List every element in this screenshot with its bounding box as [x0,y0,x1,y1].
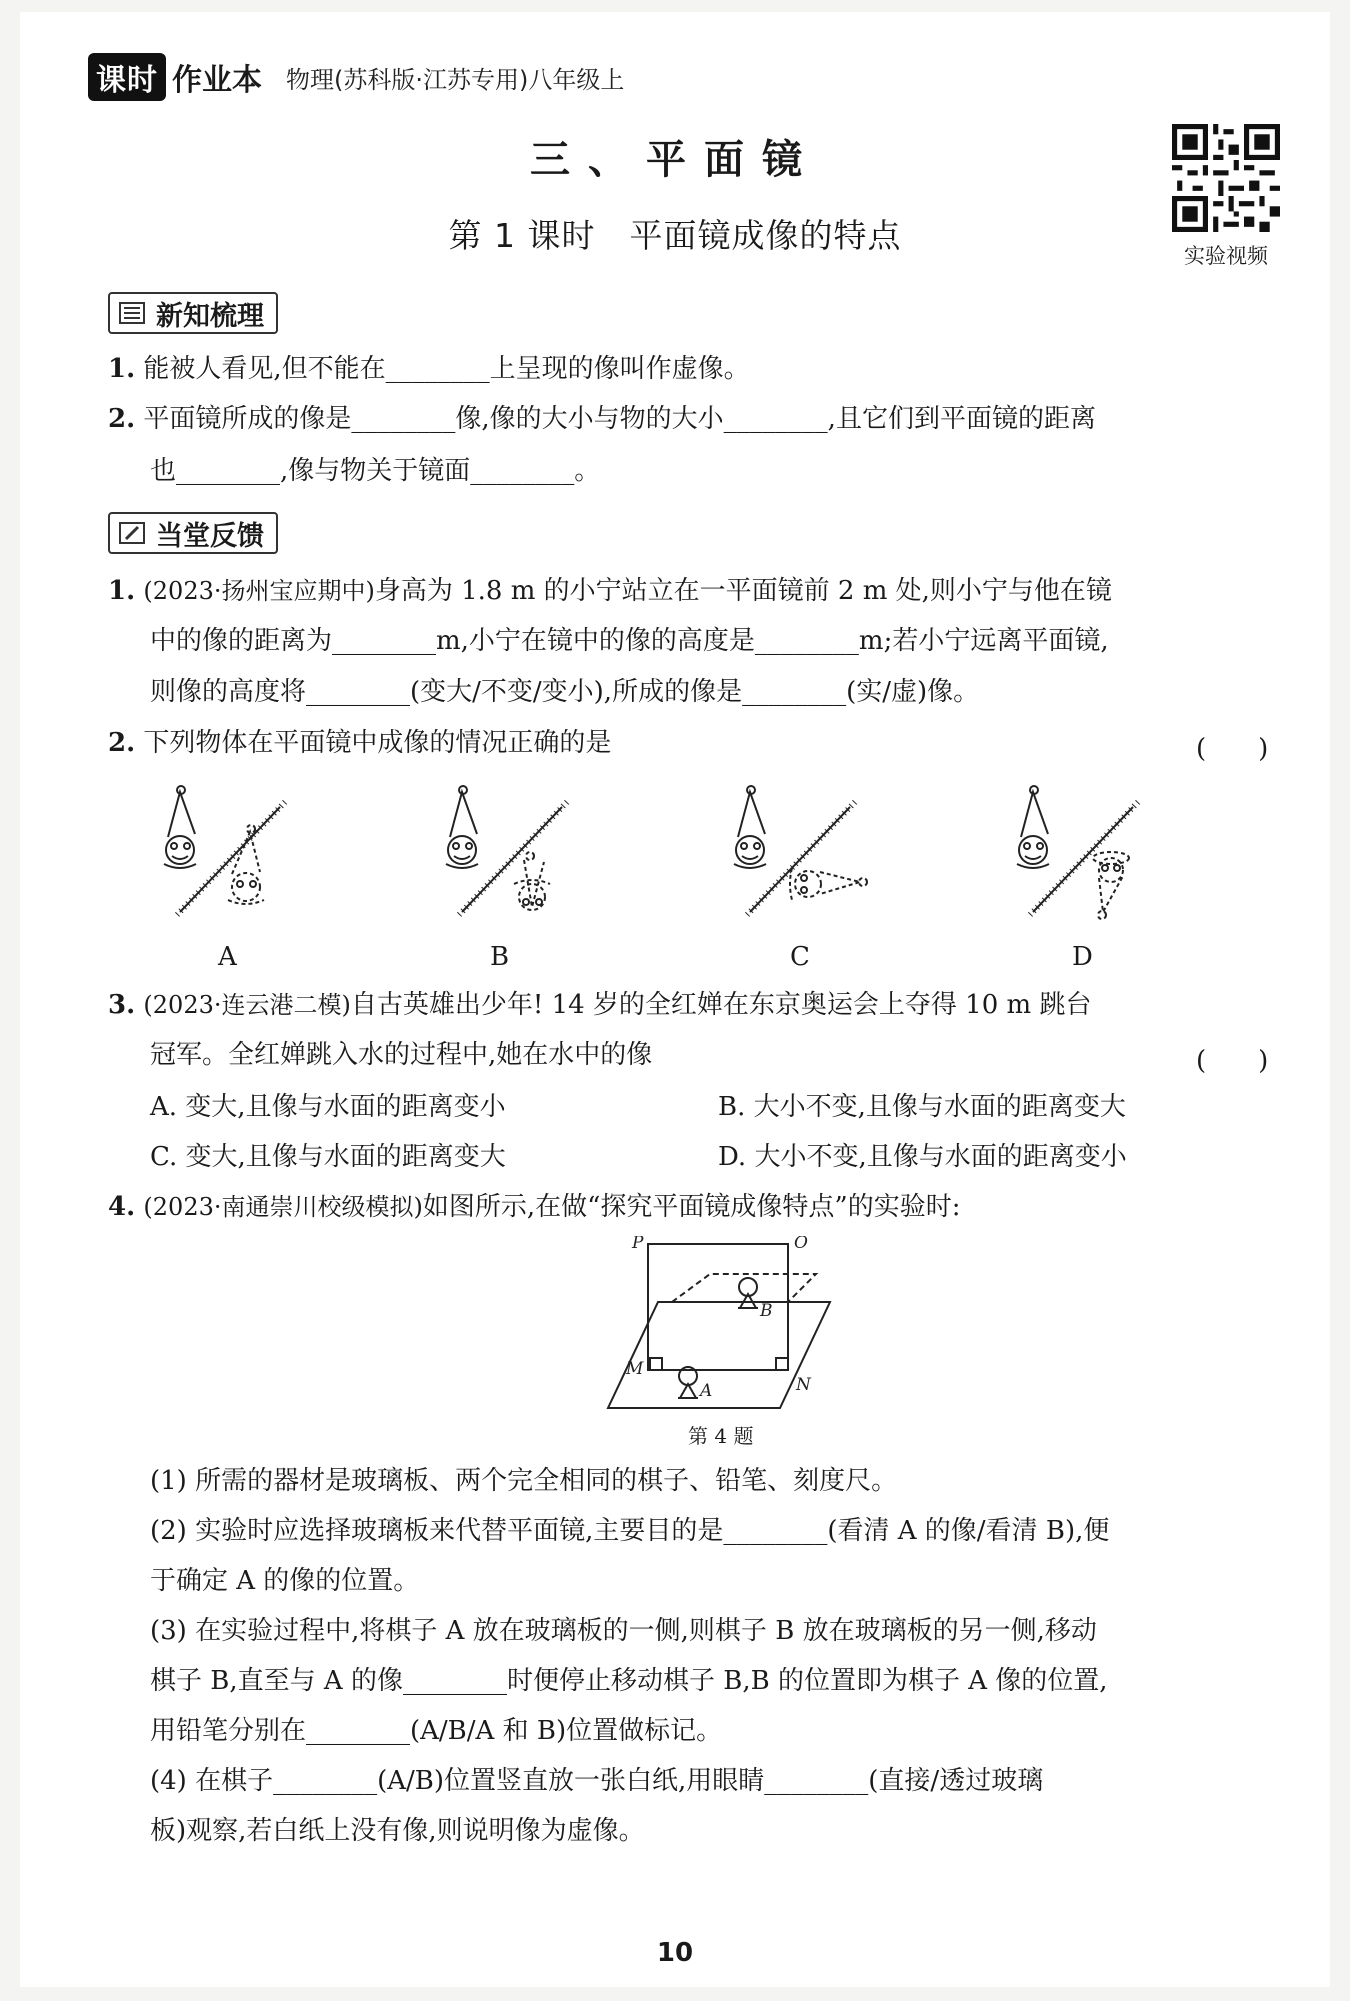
q3-option-a[interactable]: A. 变大,且像与水面的距离变小 [150,1092,506,1122]
section-title: 新知梳理 [156,300,264,332]
fb-question-3-line2: 冠军。全红婵跳入水的过程中,她在水中的像 [150,1040,653,1070]
option-c-figure [720,772,870,922]
question-number: 1. [108,576,136,606]
answer-bracket[interactable]: ( ) [1196,1046,1269,1076]
qr-code-icon[interactable] [1172,124,1280,232]
q4-part-3: (3) 在实验过程中,将棋子 A 放在玻璃板的一侧,则棋子 B 放在玻璃板的另一侧,移动 [150,1616,1097,1646]
fb-question-1-line2: 中的像的距离为________m,小宁在镜中的像的高度是________m;若小宁远离平面镜, [150,626,1109,656]
q3-option-d[interactable]: D. 大小不变,且像与水面的距离变小 [718,1142,1127,1172]
page-number: 10 [656,1938,694,1968]
answer-bracket[interactable]: ( ) [1196,734,1269,764]
question-number: 2. [108,404,136,434]
option-a-figure [150,772,300,922]
option-d-label: D [1072,942,1093,972]
option-a-label: A [218,942,237,972]
section-feedback [108,512,278,554]
question-text: 如图所示,在做“探究平面镜成像特点”的实验时: [422,1192,961,1222]
option-d-figure [1003,772,1153,922]
q4-part-3-cont2: 用铅笔分别在________(A/B/A 和 B)位置做标记。 [150,1716,723,1746]
q4-part-2: (2) 实验时应选择玻璃板来代替平面镜,主要目的是________(看清 A 的像/看清 B),便 [150,1516,1110,1546]
book-subtitle: 物理(苏科版·江苏专用)八年级上 [286,65,625,94]
question-source: (2023·南通崇川校级模拟) [143,1193,423,1221]
fb-question-2 [108,728,611,759]
question-text: 自古英雄出少年! 14 岁的全红婵在东京奥运会上夺得 10 m 跳台 [350,990,1092,1020]
section-title: 当堂反馈 [156,520,264,552]
option-b-label: B [490,942,510,972]
label-p: P [632,1236,644,1253]
nk-question-1 [108,354,750,385]
label-a: A [700,1381,713,1401]
label-n: N [796,1375,811,1395]
fb-question-1 [108,576,1112,607]
q4-part-4-cont: 板)观察,若白纸上没有像,则说明像为虚像。 [150,1816,645,1846]
logo-box: 课时 [88,53,166,101]
label-m: M [626,1359,644,1379]
option-b-figure [432,772,582,922]
qr-label: 实验视频 [1184,244,1268,268]
question-4-figure [600,1236,840,1416]
figure-caption: 第 4 题 [688,1424,754,1448]
nk-question-2 [108,404,1096,435]
question-number: 1. [108,354,136,384]
option-c-label: C [790,942,810,972]
question-text: 平面镜所成的像是________像,像的大小与物的大小________,且它们到平面镜的距离 [143,404,1096,434]
q4-part-2-cont: 于确定 A 的像的位置。 [150,1566,420,1596]
q4-part-4: (4) 在棋子________(A/B)位置竖直放一张白纸,用眼睛________(直接/透过玻璃 [150,1766,1044,1796]
label-o: O [794,1236,808,1253]
q3-option-b[interactable]: B. 大小不变,且像与水面的距离变大 [718,1092,1126,1122]
fb-question-4 [108,1192,960,1223]
question-text: 身高为 1.8 m 的小宁站立在一平面镜前 2 m 处,则小宁与他在镜 [374,576,1112,606]
question-number: 2. [108,728,136,758]
nk-question-2-cont: 也________,像与物关于镜面________。 [150,456,601,486]
series-logo [88,56,262,98]
fb-question-1-line3: 则像的高度将________(变大/不变/变小),所成的像是________(实/虚)像。 [150,677,980,707]
q4-part-1: (1) 所需的器材是玻璃板、两个完全相同的棋子、铅笔、刻度尺。 [150,1466,898,1496]
q4-part-3-cont: 棋子 B,直至与 A 的像________时便停止移动棋子 B,B 的位置即为棋子 A 像的位置, [150,1666,1108,1696]
book-icon [118,299,146,327]
question-source: (2023·连云港二模) [143,991,351,1019]
question-source: (2023·扬州宝应期中) [143,577,375,605]
question-text: 能被人看见,但不能在________上呈现的像叫作虚像。 [143,354,750,384]
chapter-title: 三、平面镜 [530,137,820,183]
fb-question-3 [108,990,1091,1021]
logo-text: 作业本 [172,63,262,98]
q3-option-c[interactable]: C. 变大,且像与水面的距离变大 [150,1142,506,1172]
header [88,54,624,100]
question-text: 下列物体在平面镜中成像的情况正确的是 [143,728,612,758]
question-number: 3. [108,990,136,1020]
section-new-knowledge [108,292,278,334]
question-number: 4. [108,1192,136,1222]
pencil-note-icon [118,519,146,547]
lesson-title: 第 1 课时 平面镜成像的特点 [448,216,902,255]
label-b: B [760,1301,773,1321]
